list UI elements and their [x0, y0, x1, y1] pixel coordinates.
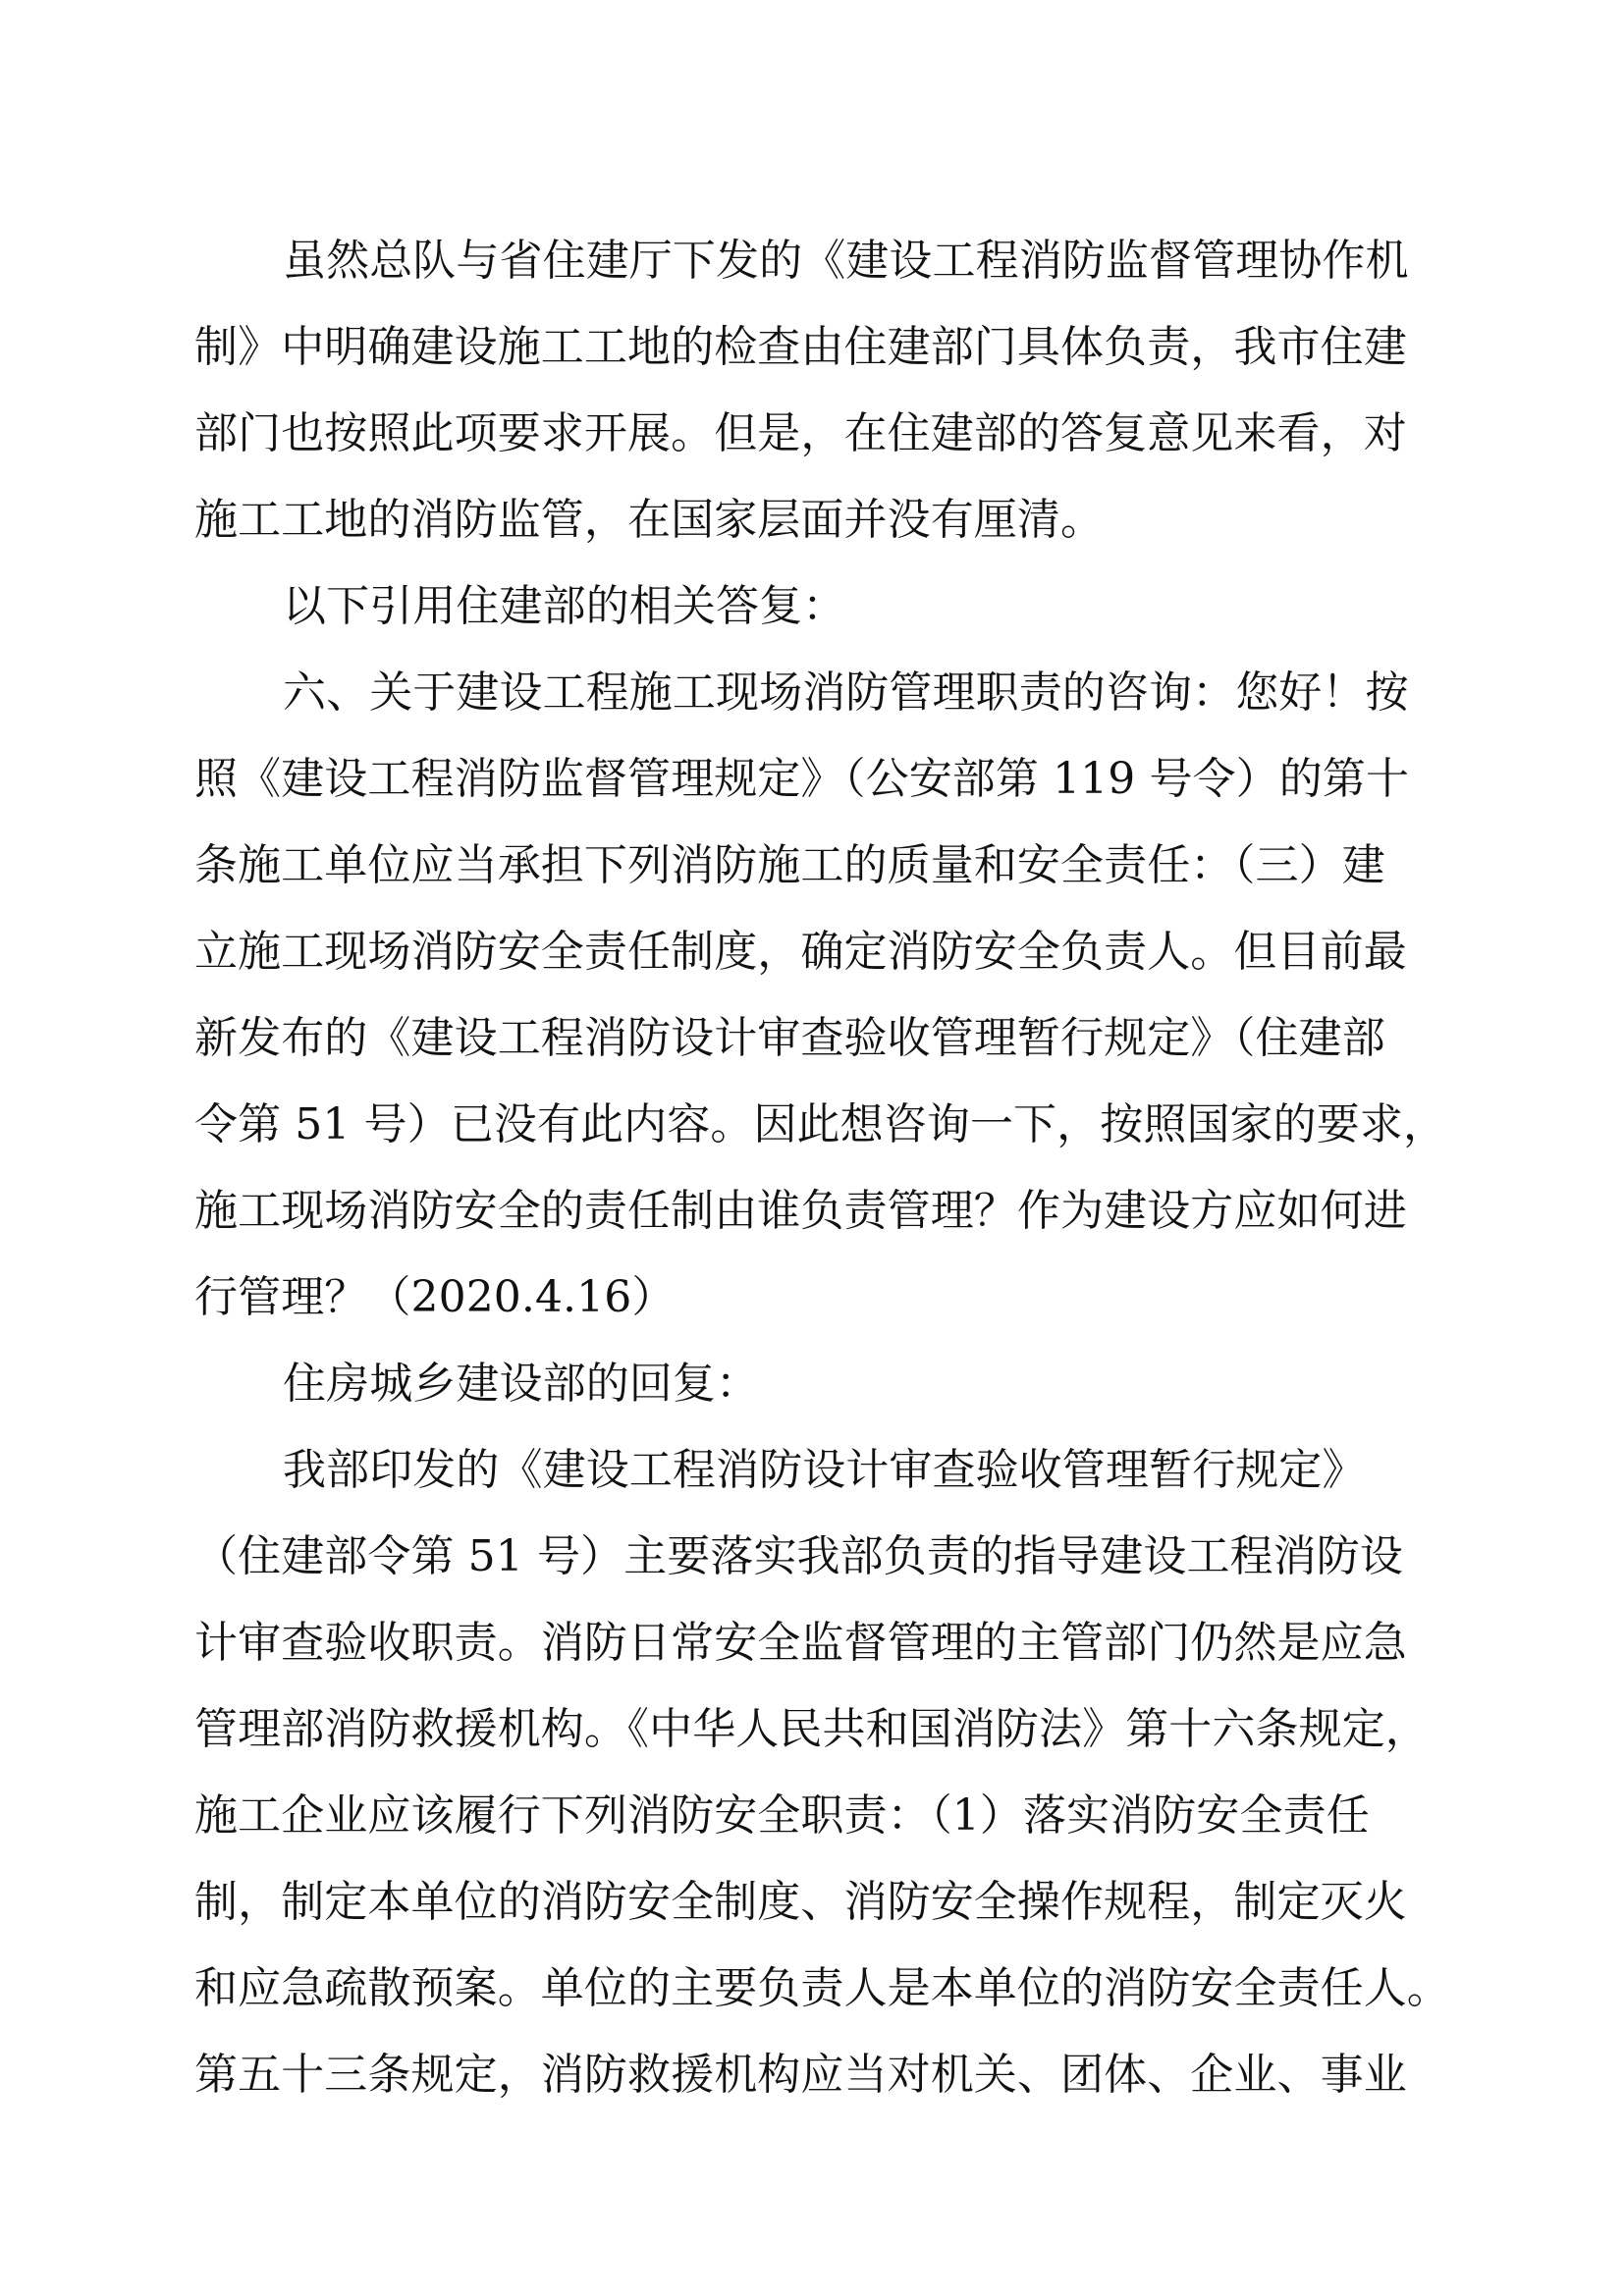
text-line: （住建部令第 51 号）主要落实我部负责的指导建设工程消防设 — [194, 1531, 1403, 1581]
text-line: 行管理？（2020.4.16） — [194, 1272, 676, 1322]
text-line: 和应急疏散预案。单位的主要负责人是本单位的消防安全责任人。 — [194, 1963, 1450, 2013]
document-body — [194, 218, 1450, 2118]
text-line: 照《建设工程消防监督管理规定》（公安部第 119 号令）的第十 — [194, 754, 1410, 804]
text-line: 计审查验收职责。消防日常安全监督管理的主管部门仍然是应急 — [194, 1618, 1407, 1668]
text-line: 管理部消防救援机构。《中华人民共和国消防法》第十六条规定， — [194, 1704, 1429, 1754]
text-line: 第五十三条规定，消防救援机构应当对机关、团体、企业、事业 — [194, 2050, 1407, 2100]
text-line: 住房城乡建设部的回复： — [283, 1359, 760, 1409]
text-line: 虽然总队与省住建厅下发的《建设工程消防监督管理协作机 — [283, 236, 1409, 286]
text-line: 条施工单位应当承担下列消防施工的质量和安全责任：（三）建 — [194, 840, 1385, 890]
text-line: 部门也按照此项要求开展。但是，在住建部的答复意见来看，对 — [194, 408, 1407, 458]
text-line: 施工企业应该履行下列消防安全职责：（1）落实消防安全责任 — [194, 1790, 1370, 1841]
text-line: 新发布的《建设工程消防设计审查验收管理暂行规定》（住建部 — [194, 1013, 1385, 1063]
text-line: 我部印发的《建设工程消防设计审查验收管理暂行规定》 — [283, 1445, 1366, 1495]
text-line: 令第 51 号）已没有此内容。因此想咨询一下，按照国家的要求， — [194, 1099, 1447, 1149]
text-line: 制》中明确建设施工工地的检查由住建部门具体负责，我市住建 — [194, 322, 1407, 372]
text-line: 立施工现场消防安全责任制度，确定消防安全负责人。但目前最 — [194, 927, 1407, 977]
text-line: 施工工地的消防监管，在国家层面并没有厘清。 — [194, 495, 1105, 545]
text-line: 制，制定本单位的消防安全制度、消防安全操作规程，制定灭火 — [194, 1877, 1407, 1927]
text-line: 施工现场消防安全的责任制由谁负责管理？作为建设方应如何进 — [194, 1186, 1407, 1236]
text-line: 以下引用住建部的相关答复： — [283, 581, 846, 631]
text-line: 六、关于建设工程施工现场消防管理职责的咨询：您好！按 — [283, 667, 1409, 718]
